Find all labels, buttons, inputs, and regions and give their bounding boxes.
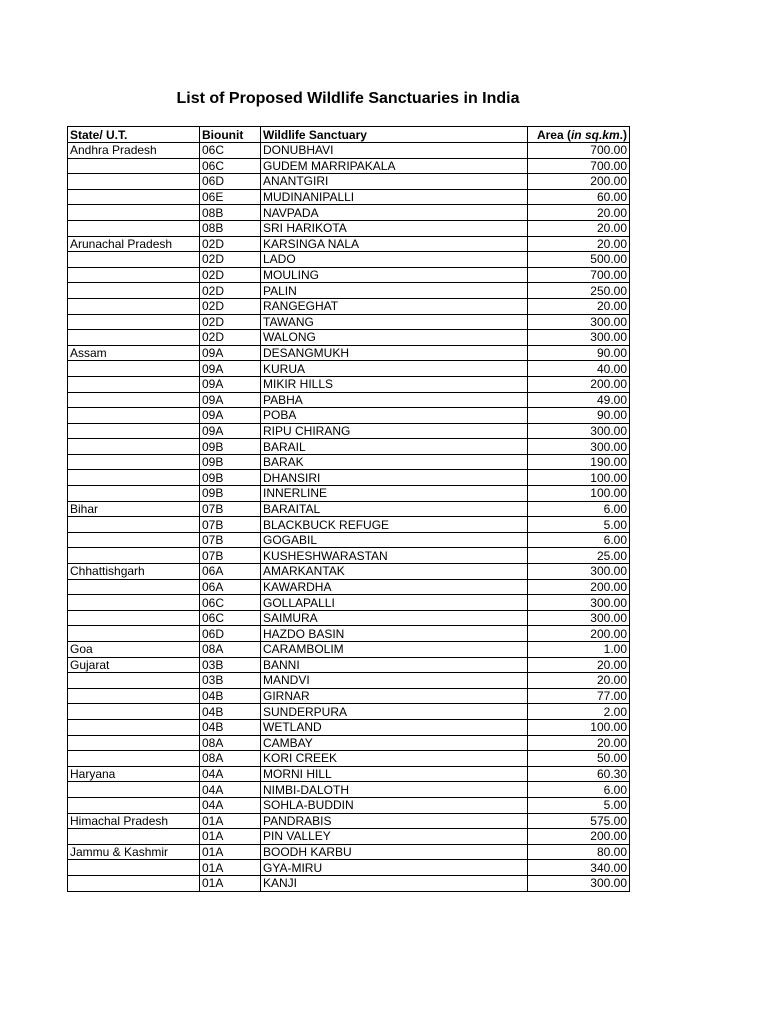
area-cell: 190.00 bbox=[528, 454, 630, 470]
state-cell bbox=[68, 330, 200, 346]
table-row bbox=[68, 595, 630, 611]
state-cell bbox=[68, 376, 200, 392]
sanctuary-cell: CARAMBOLIM bbox=[261, 642, 528, 658]
biounit-cell: 08A bbox=[200, 751, 261, 767]
sanctuary-cell: NIMBI-DALOTH bbox=[261, 782, 528, 798]
area-cell: 100.00 bbox=[528, 719, 630, 735]
state-cell bbox=[68, 735, 200, 751]
area-cell: 100.00 bbox=[528, 486, 630, 502]
table-row bbox=[68, 735, 630, 751]
table-row bbox=[68, 205, 630, 221]
area-cell: 300.00 bbox=[528, 564, 630, 580]
area-cell: 80.00 bbox=[528, 844, 630, 860]
area-cell: 60.30 bbox=[528, 766, 630, 782]
state-cell bbox=[68, 189, 200, 205]
area-cell: 20.00 bbox=[528, 673, 630, 689]
biounit-cell: 04B bbox=[200, 704, 261, 720]
table-row bbox=[68, 392, 630, 408]
state-cell: Gujarat bbox=[68, 657, 200, 673]
area-cell: 60.00 bbox=[528, 189, 630, 205]
state-cell bbox=[68, 470, 200, 486]
sanctuary-cell: PANDRABIS bbox=[261, 813, 528, 829]
area-cell: 77.00 bbox=[528, 688, 630, 704]
state-cell bbox=[68, 205, 200, 221]
biounit-cell: 09B bbox=[200, 439, 261, 455]
biounit-cell: 06C bbox=[200, 158, 261, 174]
biounit-cell: 06C bbox=[200, 610, 261, 626]
area-cell: 700.00 bbox=[528, 267, 630, 283]
biounit-cell: 09A bbox=[200, 392, 261, 408]
sanctuary-cell: DONUBHAVI bbox=[261, 143, 528, 159]
state-cell bbox=[68, 829, 200, 845]
table-row bbox=[68, 688, 630, 704]
sanctuary-cell: CAMBAY bbox=[261, 735, 528, 751]
table-row bbox=[68, 267, 630, 283]
sanctuary-cell: KURUA bbox=[261, 361, 528, 377]
table-row bbox=[68, 673, 630, 689]
biounit-cell: 06C bbox=[200, 595, 261, 611]
table-row bbox=[68, 548, 630, 564]
table-row bbox=[68, 829, 630, 845]
table-row bbox=[68, 236, 630, 252]
biounit-cell: 09A bbox=[200, 408, 261, 424]
table-row bbox=[68, 610, 630, 626]
biounit-cell: 02D bbox=[200, 298, 261, 314]
state-cell bbox=[68, 314, 200, 330]
table-row bbox=[68, 719, 630, 735]
area-cell: 300.00 bbox=[528, 875, 630, 891]
biounit-cell: 01A bbox=[200, 829, 261, 845]
sanctuary-cell: PIN VALLEY bbox=[261, 829, 528, 845]
sanctuary-cell: TAWANG bbox=[261, 314, 528, 330]
biounit-cell: 02D bbox=[200, 252, 261, 268]
biounit-cell: 07B bbox=[200, 532, 261, 548]
area-cell: 5.00 bbox=[528, 517, 630, 533]
sanctuary-cell: GIRNAR bbox=[261, 688, 528, 704]
sanctuary-cell: SAIMURA bbox=[261, 610, 528, 626]
table-row bbox=[68, 875, 630, 891]
area-cell: 6.00 bbox=[528, 782, 630, 798]
biounit-cell: 09B bbox=[200, 470, 261, 486]
state-cell bbox=[68, 158, 200, 174]
area-cell: 200.00 bbox=[528, 626, 630, 642]
table-row bbox=[68, 143, 630, 159]
table-row bbox=[68, 314, 630, 330]
state-cell bbox=[68, 579, 200, 595]
table-row bbox=[68, 642, 630, 658]
sanctuary-cell: NAVPADA bbox=[261, 205, 528, 221]
sanctuary-cell: GYA-MIRU bbox=[261, 860, 528, 876]
table-row bbox=[68, 189, 630, 205]
area-cell: 20.00 bbox=[528, 220, 630, 236]
area-cell: 25.00 bbox=[528, 548, 630, 564]
biounit-cell: 09B bbox=[200, 486, 261, 502]
sanctuary-cell: RANGEGHAT bbox=[261, 298, 528, 314]
area-cell: 200.00 bbox=[528, 174, 630, 190]
table-row bbox=[68, 454, 630, 470]
header-area bbox=[528, 127, 630, 143]
sanctuary-cell: BANNI bbox=[261, 657, 528, 673]
sanctuary-table bbox=[67, 126, 630, 892]
sanctuary-cell: BARAK bbox=[261, 454, 528, 470]
sanctuary-cell: GUDEM MARRIPAKALA bbox=[261, 158, 528, 174]
page-title: List of Proposed Wildlife Sanctuaries in India bbox=[176, 90, 520, 107]
state-cell bbox=[68, 673, 200, 689]
area-cell: 300.00 bbox=[528, 423, 630, 439]
state-cell bbox=[68, 704, 200, 720]
biounit-cell: 06D bbox=[200, 174, 261, 190]
area-cell: 5.00 bbox=[528, 797, 630, 813]
sanctuary-cell: MIKIR HILLS bbox=[261, 376, 528, 392]
area-cell: 300.00 bbox=[528, 595, 630, 611]
header-state: State/ U.T. bbox=[68, 127, 200, 143]
biounit-cell: 01A bbox=[200, 860, 261, 876]
biounit-cell: 03B bbox=[200, 673, 261, 689]
table-row bbox=[68, 766, 630, 782]
area-cell: 1.00 bbox=[528, 642, 630, 658]
sanctuary-cell: GOGABIL bbox=[261, 532, 528, 548]
area-cell: 100.00 bbox=[528, 470, 630, 486]
table-row bbox=[68, 283, 630, 299]
area-cell: 20.00 bbox=[528, 735, 630, 751]
sanctuary-cell: GOLLAPALLI bbox=[261, 595, 528, 611]
table-row bbox=[68, 345, 630, 361]
sanctuary-cell: SUNDERPURA bbox=[261, 704, 528, 720]
state-cell bbox=[68, 548, 200, 564]
biounit-cell: 09B bbox=[200, 454, 261, 470]
table-row bbox=[68, 252, 630, 268]
biounit-cell: 02D bbox=[200, 330, 261, 346]
biounit-cell: 06C bbox=[200, 143, 261, 159]
state-cell bbox=[68, 860, 200, 876]
state-cell: Himachal Pradesh bbox=[68, 813, 200, 829]
biounit-cell: 02D bbox=[200, 314, 261, 330]
state-cell bbox=[68, 361, 200, 377]
sanctuary-cell: WETLAND bbox=[261, 719, 528, 735]
biounit-cell: 02D bbox=[200, 267, 261, 283]
sanctuary-cell: DHANSIRI bbox=[261, 470, 528, 486]
state-cell bbox=[68, 283, 200, 299]
area-cell: 20.00 bbox=[528, 657, 630, 673]
table-row bbox=[68, 517, 630, 533]
header-biounit: Biounit bbox=[200, 127, 261, 143]
sanctuary-cell: MANDVI bbox=[261, 673, 528, 689]
table-row bbox=[68, 470, 630, 486]
biounit-cell: 06E bbox=[200, 189, 261, 205]
biounit-cell: 06D bbox=[200, 626, 261, 642]
state-cell: Goa bbox=[68, 642, 200, 658]
sanctuary-cell: RIPU CHIRANG bbox=[261, 423, 528, 439]
area-cell: 6.00 bbox=[528, 501, 630, 517]
table-row bbox=[68, 408, 630, 424]
table-row bbox=[68, 486, 630, 502]
state-cell bbox=[68, 610, 200, 626]
table-row bbox=[68, 813, 630, 829]
sanctuary-cell: PALIN bbox=[261, 283, 528, 299]
biounit-cell: 08A bbox=[200, 642, 261, 658]
biounit-cell: 09A bbox=[200, 376, 261, 392]
sanctuary-cell: PABHA bbox=[261, 392, 528, 408]
state-cell bbox=[68, 220, 200, 236]
area-cell: 40.00 bbox=[528, 361, 630, 377]
area-cell: 20.00 bbox=[528, 205, 630, 221]
sanctuary-cell: AMARKANTAK bbox=[261, 564, 528, 580]
table-row bbox=[68, 439, 630, 455]
table-row bbox=[68, 376, 630, 392]
table-row bbox=[68, 158, 630, 174]
table-row bbox=[68, 844, 630, 860]
area-cell: 700.00 bbox=[528, 143, 630, 159]
table-row bbox=[68, 174, 630, 190]
state-cell: Andhra Pradesh bbox=[68, 143, 200, 159]
table-row bbox=[68, 298, 630, 314]
sanctuary-cell: HAZDO BASIN bbox=[261, 626, 528, 642]
table-row bbox=[68, 220, 630, 236]
state-cell bbox=[68, 626, 200, 642]
area-cell: 575.00 bbox=[528, 813, 630, 829]
biounit-cell: 04B bbox=[200, 719, 261, 735]
state-cell: Haryana bbox=[68, 766, 200, 782]
area-cell: 300.00 bbox=[528, 610, 630, 626]
sanctuary-cell: WALONG bbox=[261, 330, 528, 346]
state-cell bbox=[68, 423, 200, 439]
table-row bbox=[68, 704, 630, 720]
table-row bbox=[68, 423, 630, 439]
biounit-cell: 08A bbox=[200, 735, 261, 751]
sanctuary-cell: ANANTGIRI bbox=[261, 174, 528, 190]
table-row bbox=[68, 751, 630, 767]
state-cell bbox=[68, 688, 200, 704]
biounit-cell: 07B bbox=[200, 517, 261, 533]
area-cell: 6.00 bbox=[528, 532, 630, 548]
biounit-cell: 03B bbox=[200, 657, 261, 673]
state-cell: Chhattishgarh bbox=[68, 564, 200, 580]
table-row bbox=[68, 330, 630, 346]
biounit-cell: 04A bbox=[200, 766, 261, 782]
biounit-cell: 04A bbox=[200, 782, 261, 798]
state-cell bbox=[68, 454, 200, 470]
state-cell bbox=[68, 532, 200, 548]
sanctuary-cell: KARSINGA NALA bbox=[261, 236, 528, 252]
header-sanctuary: Wildlife Sanctuary bbox=[261, 127, 528, 143]
state-cell bbox=[68, 875, 200, 891]
area-cell: 700.00 bbox=[528, 158, 630, 174]
biounit-cell: 01A bbox=[200, 875, 261, 891]
table-row bbox=[68, 564, 630, 580]
area-cell: 200.00 bbox=[528, 579, 630, 595]
state-cell bbox=[68, 408, 200, 424]
state-cell bbox=[68, 517, 200, 533]
biounit-cell: 06A bbox=[200, 564, 261, 580]
area-cell: 200.00 bbox=[528, 829, 630, 845]
state-cell bbox=[68, 174, 200, 190]
table-row bbox=[68, 361, 630, 377]
area-cell: 340.00 bbox=[528, 860, 630, 876]
biounit-cell: 01A bbox=[200, 813, 261, 829]
area-cell: 90.00 bbox=[528, 345, 630, 361]
state-cell: Arunachal Pradesh bbox=[68, 236, 200, 252]
sanctuary-cell: KUSHESHWARASTAN bbox=[261, 548, 528, 564]
header-area-suffix: .) bbox=[619, 127, 627, 142]
table-row bbox=[68, 501, 630, 517]
state-cell bbox=[68, 267, 200, 283]
state-cell bbox=[68, 486, 200, 502]
biounit-cell: 07B bbox=[200, 548, 261, 564]
sanctuary-cell: KAWARDHA bbox=[261, 579, 528, 595]
sanctuary-cell: BARAIL bbox=[261, 439, 528, 455]
table-header-row bbox=[68, 127, 630, 143]
area-cell: 500.00 bbox=[528, 252, 630, 268]
sanctuary-cell: LADO bbox=[261, 252, 528, 268]
biounit-cell: 08B bbox=[200, 220, 261, 236]
biounit-cell: 06A bbox=[200, 579, 261, 595]
table-row bbox=[68, 532, 630, 548]
area-cell: 50.00 bbox=[528, 751, 630, 767]
sanctuary-cell: MUDINANIPALLI bbox=[261, 189, 528, 205]
biounit-cell: 08B bbox=[200, 205, 261, 221]
area-cell: 20.00 bbox=[528, 236, 630, 252]
area-cell: 300.00 bbox=[528, 314, 630, 330]
state-cell: Jammu & Kashmir bbox=[68, 844, 200, 860]
biounit-cell: 09A bbox=[200, 345, 261, 361]
table-row bbox=[68, 782, 630, 798]
sanctuary-cell: BOODH KARBU bbox=[261, 844, 528, 860]
state-cell bbox=[68, 782, 200, 798]
state-cell bbox=[68, 595, 200, 611]
sanctuary-cell: KANJI bbox=[261, 875, 528, 891]
table-row bbox=[68, 797, 630, 813]
area-cell: 90.00 bbox=[528, 408, 630, 424]
sanctuary-cell: MORNI HILL bbox=[261, 766, 528, 782]
biounit-cell: 02D bbox=[200, 283, 261, 299]
table-row bbox=[68, 657, 630, 673]
table-row bbox=[68, 860, 630, 876]
state-cell: Bihar bbox=[68, 501, 200, 517]
area-cell: 200.00 bbox=[528, 376, 630, 392]
sanctuary-cell: BLACKBUCK REFUGE bbox=[261, 517, 528, 533]
biounit-cell: 07B bbox=[200, 501, 261, 517]
state-cell bbox=[68, 392, 200, 408]
biounit-cell: 04A bbox=[200, 797, 261, 813]
state-cell bbox=[68, 252, 200, 268]
area-cell: 250.00 bbox=[528, 283, 630, 299]
biounit-cell: 04B bbox=[200, 688, 261, 704]
area-cell: 300.00 bbox=[528, 330, 630, 346]
area-cell: 20.00 bbox=[528, 298, 630, 314]
header-area-unit: in sq.km bbox=[570, 127, 620, 142]
state-cell bbox=[68, 797, 200, 813]
biounit-cell: 09A bbox=[200, 423, 261, 439]
biounit-cell: 09A bbox=[200, 361, 261, 377]
biounit-cell: 02D bbox=[200, 236, 261, 252]
sanctuary-cell: MOULING bbox=[261, 267, 528, 283]
sanctuary-cell: SOHLA-BUDDIN bbox=[261, 797, 528, 813]
sanctuary-cell: POBA bbox=[261, 408, 528, 424]
sanctuary-cell: BARAITAL bbox=[261, 501, 528, 517]
area-cell: 300.00 bbox=[528, 439, 630, 455]
state-cell bbox=[68, 298, 200, 314]
state-cell bbox=[68, 719, 200, 735]
sanctuary-cell: SRI HARIKOTA bbox=[261, 220, 528, 236]
area-cell: 49.00 bbox=[528, 392, 630, 408]
sanctuary-cell: DESANGMUKH bbox=[261, 345, 528, 361]
table-row bbox=[68, 579, 630, 595]
table-row bbox=[68, 626, 630, 642]
state-cell bbox=[68, 439, 200, 455]
sanctuary-cell: KORI CREEK bbox=[261, 751, 528, 767]
sanctuary-cell: INNERLINE bbox=[261, 486, 528, 502]
state-cell bbox=[68, 751, 200, 767]
biounit-cell: 01A bbox=[200, 844, 261, 860]
state-cell: Assam bbox=[68, 345, 200, 361]
header-area-prefix: Area ( bbox=[536, 127, 571, 142]
area-cell: 2.00 bbox=[528, 704, 630, 720]
